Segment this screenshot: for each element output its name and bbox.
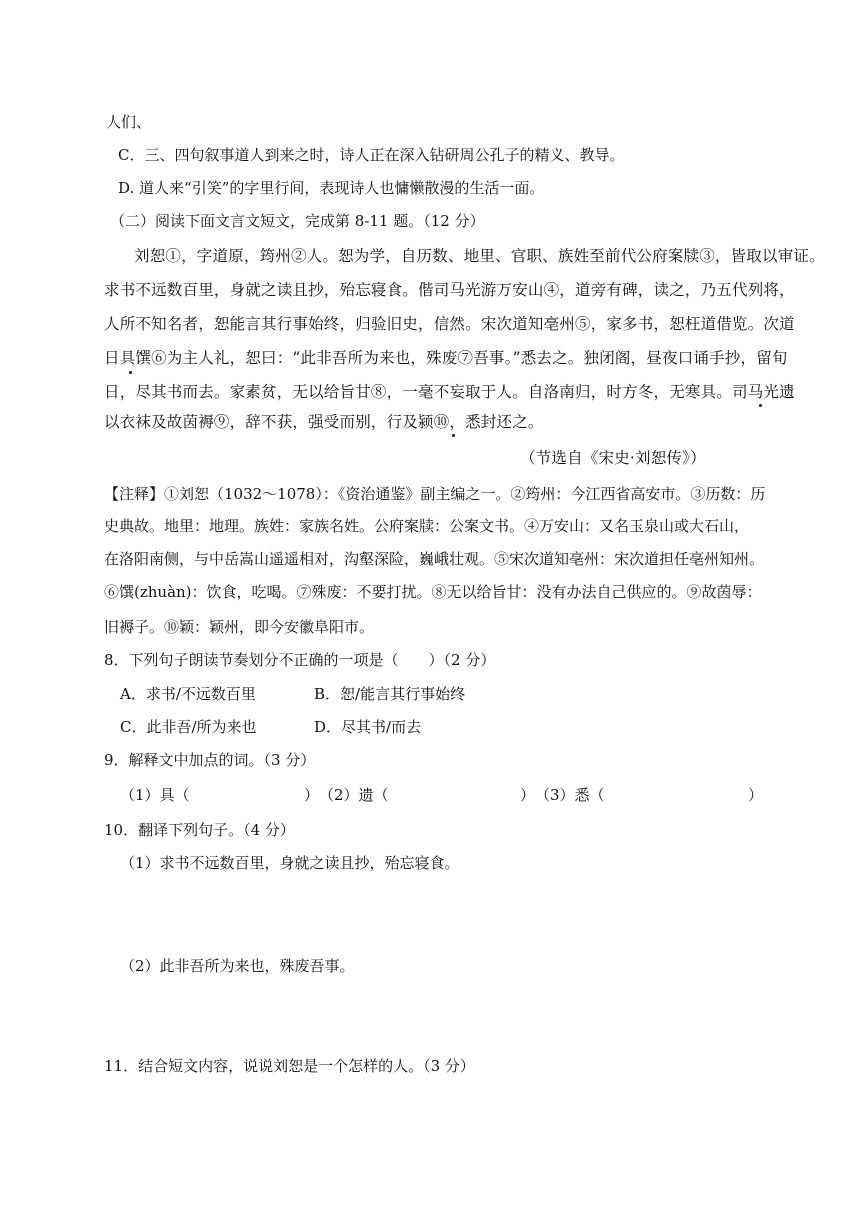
q8-option-b: B．恕/能言其行事始终 xyxy=(314,685,466,703)
emphasis-dot xyxy=(759,404,762,407)
source-citation: （节选自《宋史·刘恕传》） xyxy=(520,449,706,467)
notes-line: 史典故。地里：地理。族姓：家族名姓。公府案牍：公案文书。④万安山：又名玉泉山或大石山， xyxy=(104,517,750,535)
passage-line: 日，尽其书而去。家素贫，无以给旨甘⑧，一毫不妄取于人。自洛南归，时方冬，无寒具。司马光遗 xyxy=(104,383,795,401)
q9-item-3: ） （3）悉（ xyxy=(520,786,605,804)
emphasis-dot xyxy=(129,371,132,374)
q9-item-1: （1）具（ xyxy=(120,786,190,804)
q8-stem: 8．下列句子朗读节奏划分不正确的一项是（ ）（2 分） xyxy=(104,651,496,669)
passage-line: 求书不远数百里，身就之读且抄，殆忘寝食。偕司马光游万安山④，道旁有碑，读之，乃五代列将， xyxy=(104,281,795,299)
q8-option-a: A．求书/不远数百里 xyxy=(120,685,256,703)
option-d: D. 道人来“引笑”的字里行间，表现诗人也慵懒散漫的生活一面。 xyxy=(118,179,545,197)
notes-line: 在洛阳南侧，与中岳嵩山遥遥相对，沟壑深险，巍峨壮观。⑤宋次道知亳州：宋次道担任亳州知州。 xyxy=(104,550,765,568)
section-title: （二）阅读下面文言文短文，完成第 8-11 题。（12 分） xyxy=(110,212,485,230)
passage-line: 刘恕①，字道原，筠州②人。恕为学，自历数、地里、官职、族姓至前代公府案牍③，皆取以审证。 xyxy=(134,247,825,265)
emphasis-dot xyxy=(452,434,455,437)
passage-line: 以衣袜及故茵褥⑨，辞不获，强受而别，行及颍⑩，悉封还之。 xyxy=(104,413,544,431)
passage-line: 人所不知名者，恕能言其行事始终，归验旧史，信然。宋次道知亳州⑤，家多书，恕枉道借览。次道 xyxy=(104,315,795,333)
q9-item-2: ） （2）遗（ xyxy=(304,786,389,804)
passage-line: 日具馔⑥为主人礼，恕曰：“此非吾所为来也，殊废⑦吾事。”悉去之。独闭阁，昼夜口诵手抄，留旬 xyxy=(104,349,788,367)
q8-option-d: D．尽其书/而去 xyxy=(314,718,422,736)
continuation-text: 人们、 xyxy=(106,113,152,131)
q9-close: ） xyxy=(748,786,764,804)
option-c: C．三、四句叙事道人到来之时，诗人正在深入钻研周公孔子的精义、教导。 xyxy=(118,146,625,164)
q11-stem: 11．结合短文内容，说说刘恕是一个怎样的人。（3 分） xyxy=(104,1057,475,1075)
notes-line: 旧褥子。⑩颖：颖州，即今安徽阜阳市。 xyxy=(104,618,375,636)
q10-stem: 10．翻译下列句子。（4 分） xyxy=(104,821,295,839)
q8-option-c: C．此非吾/所为来也 xyxy=(120,718,257,736)
q9-stem: 9．解释文中加点的词。（3 分） xyxy=(104,751,316,769)
q10-sentence-1: （1）求书不远数百里，身就之读且抄，殆忘寝食。 xyxy=(120,854,460,872)
q10-sentence-2: （2）此非吾所为来也，殊废吾事。 xyxy=(120,957,355,975)
notes-line: 【注释】①刘恕（1032～1078）：《资治通鉴》副主编之一。②筠州：今江西省高安市。③历数：历 xyxy=(104,485,766,503)
notes-line: ⑥馔(zhuàn)：饮食，吃喝。⑦殊废：不要打扰。⑧无以给旨甘：没有办法自己供应的。⑨故茵辱： xyxy=(104,583,762,601)
